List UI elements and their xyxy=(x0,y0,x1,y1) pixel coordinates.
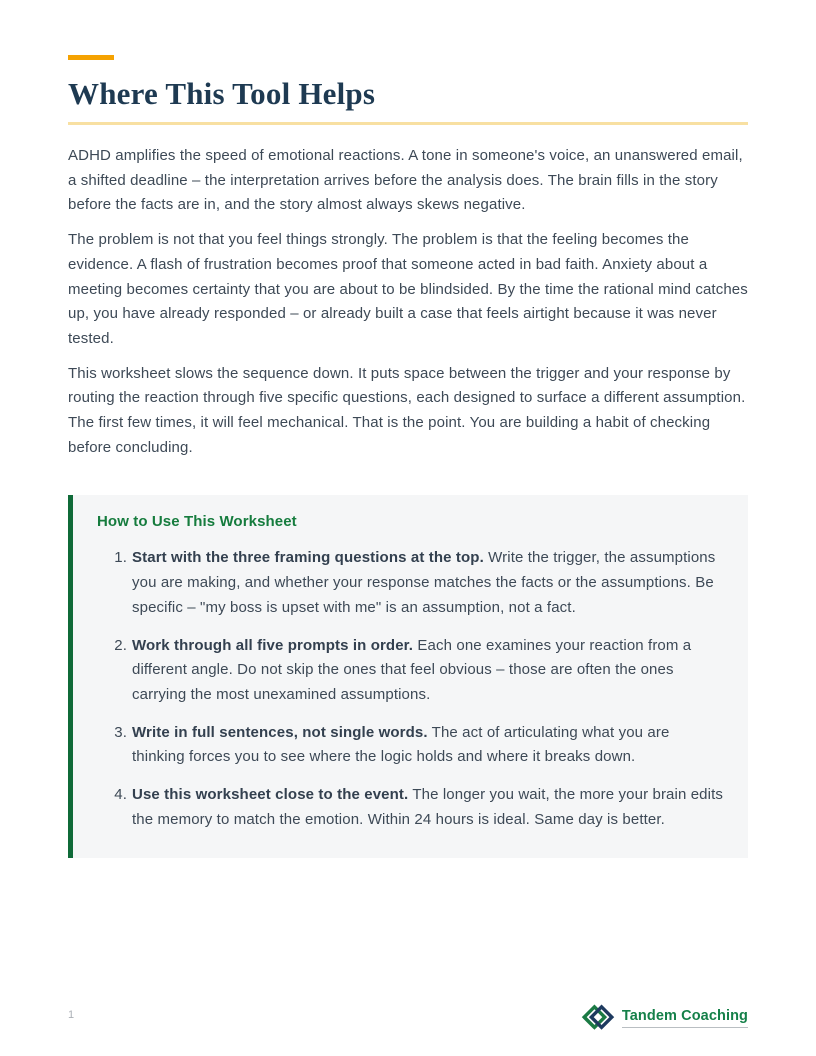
item-rest: Write the trigger, the assumptions you are making, and whether your response matches the facts or the assumptions. Be specific – "my boss is upset with me" is an assumption, not a fact. xyxy=(132,549,716,616)
item-number: 4. xyxy=(114,786,127,804)
item-rest: The longer you wait, the more your brain edits the memory to match the emotion. Within 24 hours is ideal. Same day is better. xyxy=(132,786,724,828)
intro-paragraph-2: The problem is not that you feel things strongly. The problem is that the feeling becomes the evidence. A flash of frustration becomes proof that someone acted in bad faith. Anxiety about a meeting becomes certainty that you are about to be blindsided. By the time the rational mind catches up, you have already responded – or already built a case that feels airtight because it was never tested. xyxy=(68,231,748,347)
intro-section xyxy=(68,144,748,460)
item-lead: Work through all five prompts in order. xyxy=(132,636,414,654)
page-title: Where This Tool Helps xyxy=(68,76,376,111)
page-footer xyxy=(0,1003,816,1037)
how-to-item-3 xyxy=(113,721,726,770)
item-number: 3. xyxy=(114,723,127,741)
item-text xyxy=(132,721,726,770)
item-rest: Each one examines your reaction from a different angle. Do not skip the ones that feel obvious – those are often the ones carrying the most unexamined assumptions. xyxy=(132,636,692,703)
item-text xyxy=(132,634,726,708)
how-to-list xyxy=(97,546,726,832)
item-number: 2. xyxy=(114,636,127,654)
item-rest: The act of articulating what you are thinking forces you to see where the logic holds and where it breaks down. xyxy=(132,723,670,766)
callout-heading: How to Use This Worksheet xyxy=(97,513,297,531)
interlocked-diamonds-icon xyxy=(581,1003,615,1032)
intro-paragraph-1: ADHD amplifies the speed of emotional reactions. A tone in someone's voice, an unanswered email, a shifted deadline – the interpretation arrives before the analysis does. The brain fills in the story before the facts are in, and the story almost always skews negative. xyxy=(68,147,743,214)
page-content xyxy=(68,0,748,858)
item-lead: Start with the three framing questions at the top. xyxy=(132,549,484,567)
item-lead: Use this worksheet close to the event. xyxy=(132,786,409,804)
accent-bar xyxy=(68,55,114,60)
intro-paragraph-3: This worksheet slows the sequence down. It puts space between the trigger and your response by routing the reaction through five specific questions, each designed to surface a different assumption. The first few times, it will feel mechanical. That is the point. You are building a habit of checking before concluding. xyxy=(68,364,746,456)
item-text xyxy=(132,783,726,832)
title-divider xyxy=(68,122,748,125)
how-to-item-4 xyxy=(113,783,726,832)
how-to-callout xyxy=(68,495,748,858)
item-text xyxy=(132,546,726,620)
brand-logo xyxy=(581,1003,748,1032)
item-number: 1. xyxy=(114,549,127,567)
how-to-item-1 xyxy=(113,546,726,620)
how-to-item-2 xyxy=(113,634,726,708)
page-number: 1 xyxy=(68,1009,75,1021)
brand-name: Tandem Coaching xyxy=(622,1008,748,1028)
item-lead: Write in full sentences, not single words. xyxy=(132,723,428,741)
